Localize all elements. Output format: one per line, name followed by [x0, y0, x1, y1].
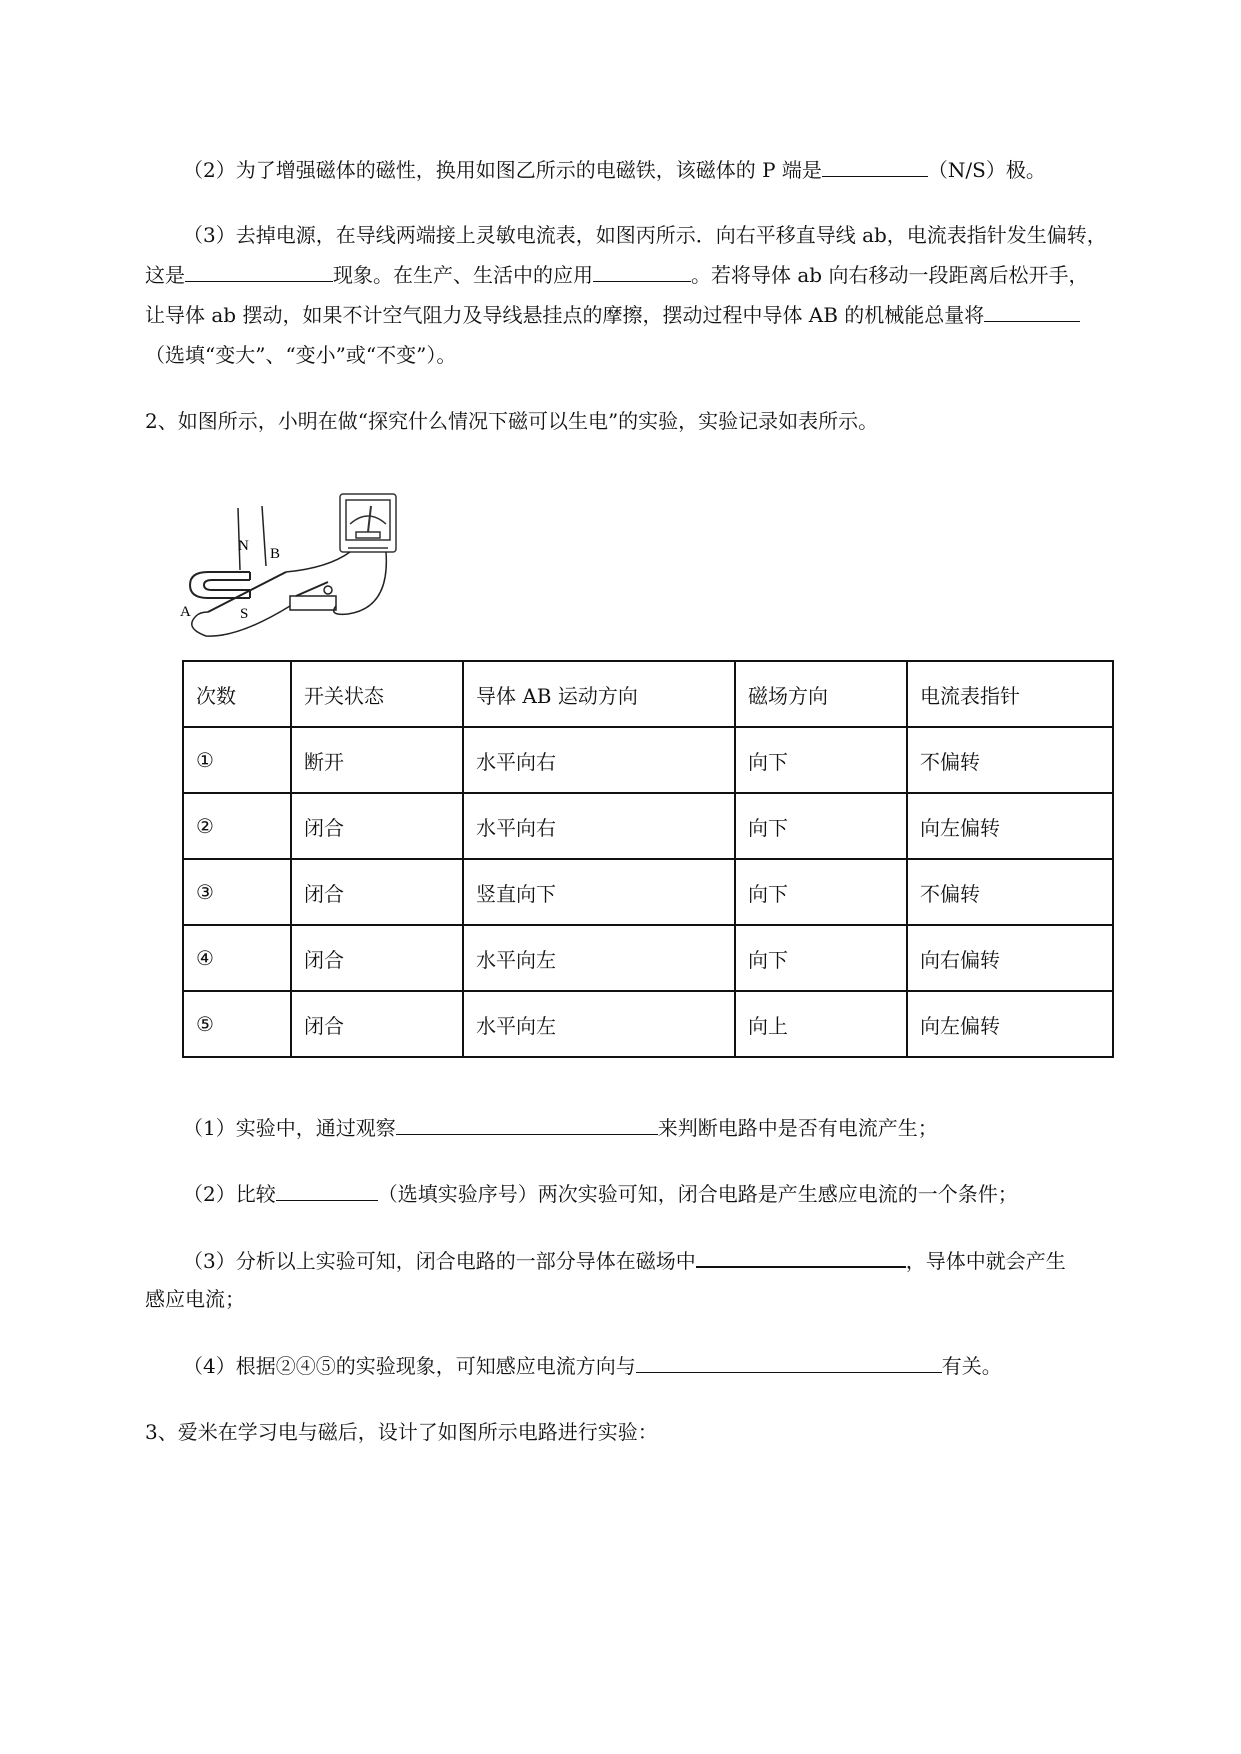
q1-part3-text: 。若将导体 ab 向右移动一段距离后松开手，	[691, 263, 1089, 287]
answer-blank[interactable]	[276, 1180, 378, 1201]
table-cell: 水平向右	[463, 793, 735, 859]
q1-part3-text: 这是	[145, 263, 185, 287]
table-header-row	[183, 661, 1113, 727]
table-cell: 向右偏转	[907, 925, 1113, 991]
label-s: S	[240, 606, 249, 622]
q2-sub3-text: 感应电流；	[145, 1287, 245, 1311]
answer-blank[interactable]	[396, 1114, 658, 1135]
experiment-figure	[178, 488, 428, 648]
q2-sub1-text: 来判断电路中是否有电流产生；	[657, 1116, 938, 1140]
label-b: B	[270, 546, 281, 562]
q2-sub3-text: （3）分析以上实验可知，闭合电路的一部分导体在磁场中	[183, 1249, 696, 1273]
table-cell: 向下	[735, 859, 907, 925]
table-row	[183, 859, 1113, 925]
table-cell: ③	[183, 859, 291, 925]
label-a: A	[180, 604, 191, 620]
table-header-cell: 磁场方向	[735, 661, 907, 727]
answer-blank[interactable]	[636, 1352, 942, 1373]
table-cell: 向左偏转	[907, 793, 1113, 859]
q1-part3-line2	[145, 261, 1088, 289]
table-cell: 水平向左	[463, 991, 735, 1057]
table-cell: ④	[183, 925, 291, 991]
q1-part2	[183, 156, 1046, 184]
record-table	[182, 660, 1114, 1058]
table-cell: 闭合	[291, 793, 463, 859]
answer-blank[interactable]	[593, 261, 691, 282]
answer-blank[interactable]	[696, 1246, 906, 1268]
q2-sub1-text: （1）实验中，通过观察	[183, 1116, 396, 1140]
table-cell: 不偏转	[907, 859, 1113, 925]
q1-part3-text: （3）去掉电源，在导线两端接上灵敏电流表，如图丙所示．向右平移直导线 ab，电流表指针发生偏转，	[183, 223, 1107, 247]
q2-sub3	[183, 1246, 1066, 1275]
label-n: N	[238, 538, 249, 554]
table-cell: 不偏转	[907, 727, 1113, 793]
table-cell: ⑤	[183, 991, 291, 1057]
table-cell: 闭合	[291, 991, 463, 1057]
answer-blank[interactable]	[984, 301, 1080, 322]
galvanometer-icon	[340, 494, 396, 552]
table-header-cell: 导体 AB 运动方向	[463, 661, 735, 727]
q2-sub1	[183, 1114, 938, 1142]
table-row	[183, 793, 1113, 859]
table-cell: 闭合	[291, 859, 463, 925]
q2-sub4-text: （4）根据②④⑤的实验现象，可知感应电流方向与	[183, 1354, 636, 1378]
table-header-cell: 次数	[183, 661, 291, 727]
q1-part3-line3	[145, 301, 1080, 329]
table-cell: 水平向右	[463, 727, 735, 793]
table-cell: 向下	[735, 925, 907, 991]
q1-part2-text-end: （N/S）极。	[927, 158, 1046, 182]
q2-sub2-text: （2）比较	[183, 1182, 276, 1206]
q2-sub3-text: ，导体中就会产生	[905, 1249, 1066, 1273]
circuit-wires	[192, 552, 387, 636]
q3-stem	[145, 1418, 658, 1446]
table-header-cell: 开关状态	[291, 661, 463, 727]
table-cell: 竖直向下	[463, 859, 735, 925]
q1-part2-text: （2）为了增强磁体的磁性，换用如图乙所示的电磁铁，该磁体的 P 端是	[183, 158, 822, 182]
q2-sub4	[183, 1352, 1002, 1380]
table-cell: 向下	[735, 793, 907, 859]
q2-stem-text: 2、如图所示，小明在做“探究什么情况下磁可以生电”的实验，实验记录如表所示。	[145, 409, 879, 433]
table-row	[183, 727, 1113, 793]
table-cell: ①	[183, 727, 291, 793]
answer-blank[interactable]	[822, 156, 928, 177]
table-row	[183, 991, 1113, 1057]
q2-sub2-text: （选填实验序号）两次实验可知，闭合电路是产生感应电流的一个条件；	[377, 1182, 1018, 1206]
table-cell: 闭合	[291, 925, 463, 991]
q3-stem-text: 3、爱米在学习电与磁后，设计了如图所示电路进行实验：	[145, 1420, 658, 1444]
q1-part3-text: 现象。在生产、生活中的应用	[333, 263, 593, 287]
table-cell: 断开	[291, 727, 463, 793]
table-cell: 向左偏转	[907, 991, 1113, 1057]
q1-part3-text: （选填“变大”、“变小”或“不变”）。	[145, 343, 457, 367]
q1-part3-line4	[145, 341, 456, 369]
q2-sub4-text: 有关。	[941, 1354, 1002, 1378]
q2-stem	[145, 407, 878, 435]
q1-part3-line1	[183, 221, 1107, 249]
table-cell: 水平向左	[463, 925, 735, 991]
table-cell: 向下	[735, 727, 907, 793]
answer-blank[interactable]	[185, 261, 333, 282]
q2-sub3-cont	[145, 1285, 245, 1313]
table-cell: 向上	[735, 991, 907, 1057]
q2-sub2	[183, 1180, 1018, 1208]
table-row	[183, 925, 1113, 991]
q1-part3-text: 让导体 ab 摆动，如果不计空气阻力及导线悬挂点的摩擦，摆动过程中导体 AB 的机械能总量将	[145, 303, 985, 327]
switch-icon	[290, 582, 336, 610]
table-header-cell: 电流表指针	[907, 661, 1113, 727]
table-cell: ②	[183, 793, 291, 859]
